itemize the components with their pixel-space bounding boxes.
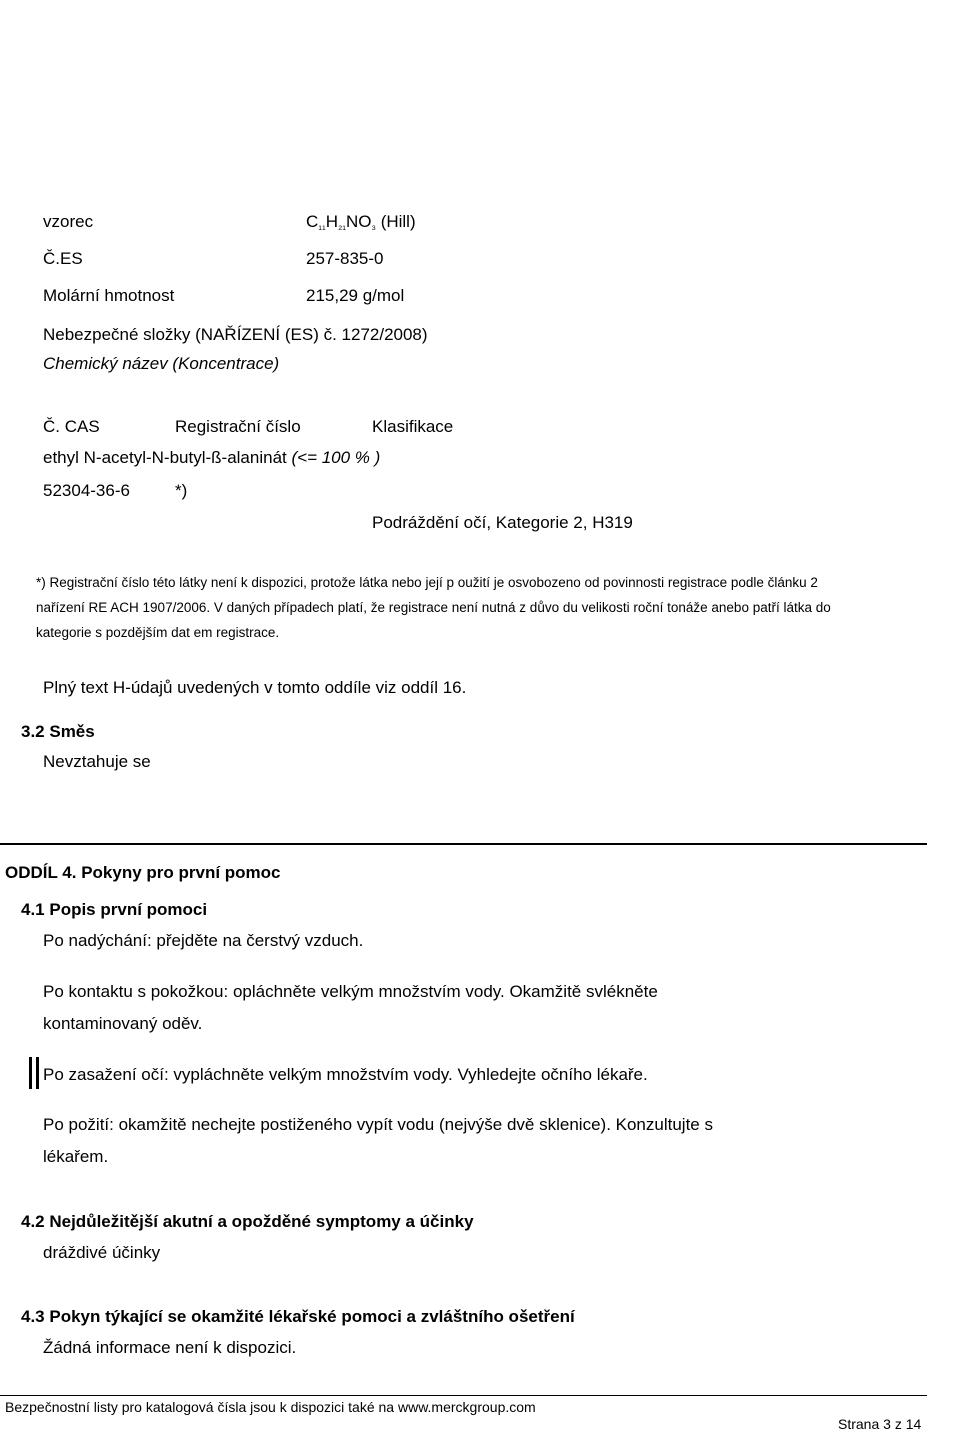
regulation-reference: podle nařízení (ES) č. 1907/2006	[9, 27, 288, 48]
product-value-line2: ethylester	[290, 119, 364, 138]
column-classification: Klasifikace	[372, 417, 454, 436]
mixture-text: Nevztahuje se	[43, 752, 151, 771]
es-label: Č.ES	[43, 249, 83, 268]
footnote-line: nařízení RE ACH 1907/2006. V daných případech platí, že registrace není nutná z důvo du velikosti roční tonáže anebo patří látka do	[36, 600, 831, 615]
chemical-name-header: Chemický název (Koncentrace)	[43, 354, 280, 373]
section-divider	[0, 843, 927, 845]
symptoms-title: 4.2 Nejdůležitější akutní a opožděné symptomy a účinky	[21, 1212, 474, 1231]
molar-mass-label: Molární hmotnost	[43, 286, 175, 305]
column-cas: Č. CAS	[43, 417, 100, 436]
registration-footnote	[36, 570, 916, 645]
es-value: 257-835-0	[306, 249, 384, 268]
inhalation-instruction: Po nadýchání: přejděte na čerstvý vzduch.	[43, 931, 364, 950]
symptoms-text: dráždivé účinky	[43, 1243, 161, 1262]
footnote-line: *) Registrační číslo této látky není k dispozici, protože látka nebo její p oužití je osvobozeno od povinnosti registrace podle článku 2	[36, 575, 818, 590]
footnote-line: kategorie s pozdějším dat em registrace.	[36, 625, 280, 640]
page-number: Strana 3 z 14	[838, 1416, 922, 1432]
formula-label: vzorec	[43, 212, 94, 231]
document-title: BEZPEČNOSTNÍ LIST	[9, 3, 203, 24]
first-aid-description-title: 4.1 Popis první pomoci	[21, 900, 208, 919]
hazardous-components-title: Nebezpečné složky (NAŘÍZENÍ (ES) č. 1272/2008)	[43, 325, 428, 344]
column-registration: Registrační číslo	[175, 417, 301, 436]
classification-value: Podráždění očí, Kategorie 2, H319	[372, 513, 633, 532]
catalog-value: 111887	[290, 71, 345, 90]
skin-contact-instruction: Po kontaktu s pokožkou: opláchněte velkým množstvím vody. Okamžitě svlékněte kontaminovaný oděv.	[43, 982, 658, 1033]
substance-name: ethyl N-acetyl-N-butyl-ß-alaninát (<= 100 % )	[43, 448, 381, 467]
revision-marker	[36, 1057, 39, 1089]
h-statements-note: Plný text H-údajů uvedených v tomto oddíle viz oddíl 16.	[43, 678, 467, 697]
molar-mass-value: 215,29 g/mol	[306, 286, 405, 305]
cas-number: 52304-36-6	[43, 481, 130, 500]
section-4-title: ODDÍL 4. Pokyny pro první pomoc	[5, 863, 281, 882]
product-label: Název výrobku	[9, 95, 122, 114]
revision-marker	[29, 1057, 32, 1089]
medical-attention-text: Žádná informace není k dispozici.	[43, 1338, 297, 1357]
footer-availability: Bezpečnostní listy pro katalogová čísla jsou k dispozici také na www.merckgroup.com	[5, 1399, 536, 1415]
registration-number: *)	[175, 481, 188, 500]
formula-value: C₁₁H₂₁NO₃ (Hill)	[306, 212, 416, 232]
ingestion-instruction: Po požití: okamžitě nechejte postiženého vypít vodu (nejvýše dvě sklenice). Konzultujte s lékařem.	[43, 1115, 713, 1166]
eye-contact-instruction: Po zasažení očí: vypláchněte velkým množstvím vody. Vyhledejte očního lékaře.	[43, 1065, 648, 1084]
footer-divider	[0, 1395, 927, 1396]
product-value-line1: IR3535® (Insect repellent 3535) 3-[N-n-butyl-N-acetyl] aminopropionic acid	[290, 95, 854, 114]
document-header	[0, 0, 960, 148]
mixture-title: 3.2 Směs	[21, 722, 95, 741]
catalog-label: Katalog č.	[9, 71, 85, 90]
medical-attention-title: 4.3 Pokyn týkající se okamžité lékařské pomoci a zvláštního ošetření	[21, 1307, 575, 1326]
